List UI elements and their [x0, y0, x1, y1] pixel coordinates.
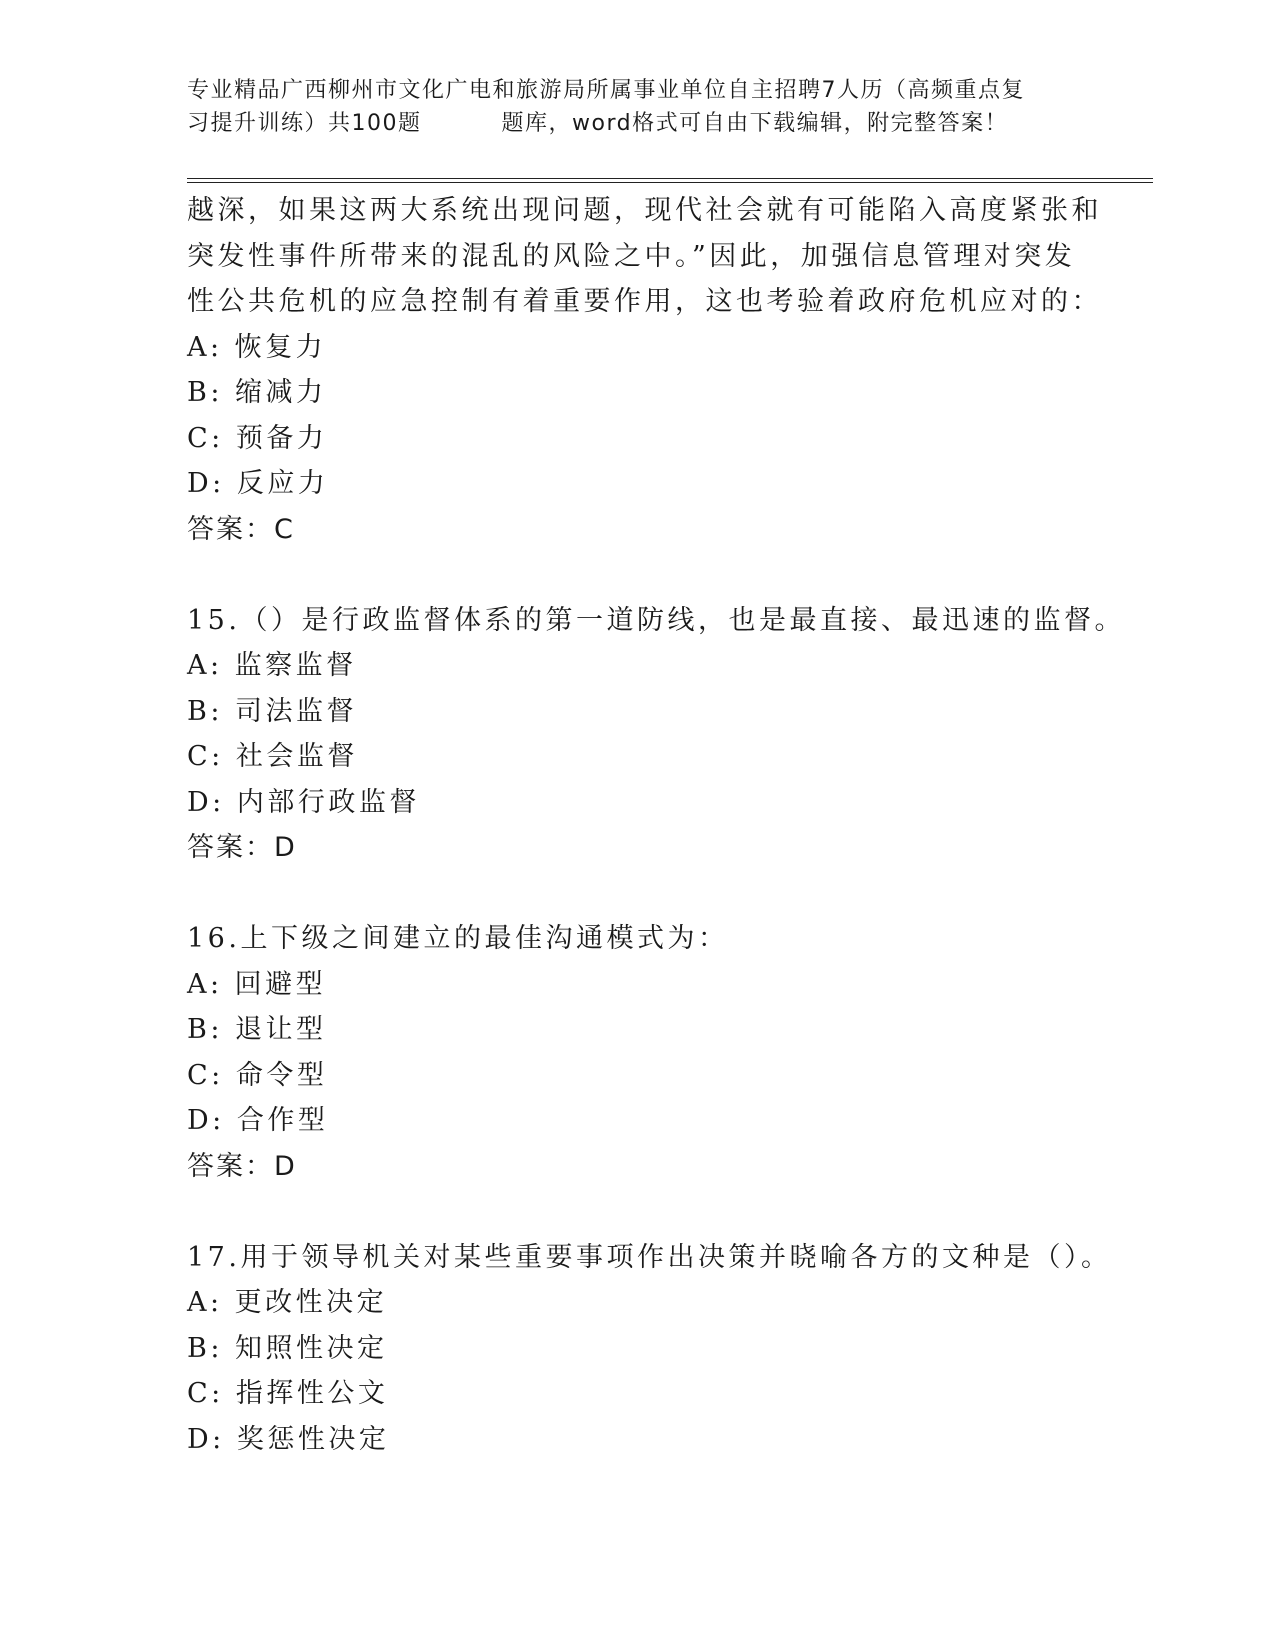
- question-stem: 17.用于领导机关对某些重要事项作出决策并晓喻各方的文种是（）。: [187, 1241, 1112, 1273]
- question-16: [187, 916, 1137, 1189]
- option-a: A: 监察监督: [187, 650, 357, 681]
- option-a: A: 更改性决定: [187, 1287, 388, 1318]
- option-c: C: 指挥性公文: [187, 1378, 389, 1409]
- header-line-2-part-b: 题库，word格式可自由下载编辑，附完整答案！: [501, 111, 1009, 136]
- question-17: [187, 1235, 1137, 1463]
- option-d: D: 反应力: [187, 468, 329, 499]
- question-text-line: 越深，如果这两大系统出现问题，现代社会就有可能陷入高度紧张和: [187, 195, 1102, 226]
- question-text-line: 突发性事件所带来的混乱的风险之中。”因此，加强信息管理对突发: [187, 240, 1076, 272]
- option-d: D: 奖惩性决定: [187, 1423, 390, 1455]
- header-line-1: 专业精品广西柳州市文化广电和旅游局所属事业单位自主招聘7人历（高频重点复: [187, 78, 1025, 103]
- answer-line: 答案：D: [187, 1150, 297, 1182]
- question-14-continued: [187, 188, 1137, 552]
- option-d: D: 合作型: [187, 1105, 329, 1136]
- question-stem: 15.（）是行政监督体系的第一道防线，也是最直接、最迅速的监督。: [187, 604, 1125, 636]
- option-b: B: 知照性决定: [187, 1332, 388, 1364]
- answer-line: 答案：D: [187, 832, 297, 863]
- question-content: [187, 188, 1137, 1462]
- option-c: C: 预备力: [187, 422, 328, 454]
- option-a: A: 回避型: [187, 968, 327, 1000]
- option-c: C: 社会监督: [187, 741, 358, 772]
- option-a: A: 恢复力: [187, 331, 327, 363]
- question-text-line: 性公共危机的应急控制有着重要作用，这也考验着政府危机应对的：: [187, 286, 1102, 317]
- header-divider-bottom: [187, 182, 1153, 183]
- answer-line: 答案：C: [187, 513, 295, 545]
- header-line-2: [187, 107, 1087, 140]
- option-d: D: 内部行政监督: [187, 786, 420, 818]
- option-b: B: 缩减力: [187, 377, 327, 408]
- option-b: B: 退让型: [187, 1014, 327, 1045]
- question-15: [187, 598, 1137, 871]
- header-divider-top: [187, 178, 1153, 179]
- document-header: [187, 74, 1087, 140]
- option-b: B: 司法监督: [187, 695, 358, 727]
- question-stem: 16.上下级之间建立的最佳沟通模式为：: [187, 923, 729, 954]
- header-line-2-part-a: 习提升训练）共100题: [187, 111, 422, 136]
- option-c: C: 命令型: [187, 1059, 328, 1091]
